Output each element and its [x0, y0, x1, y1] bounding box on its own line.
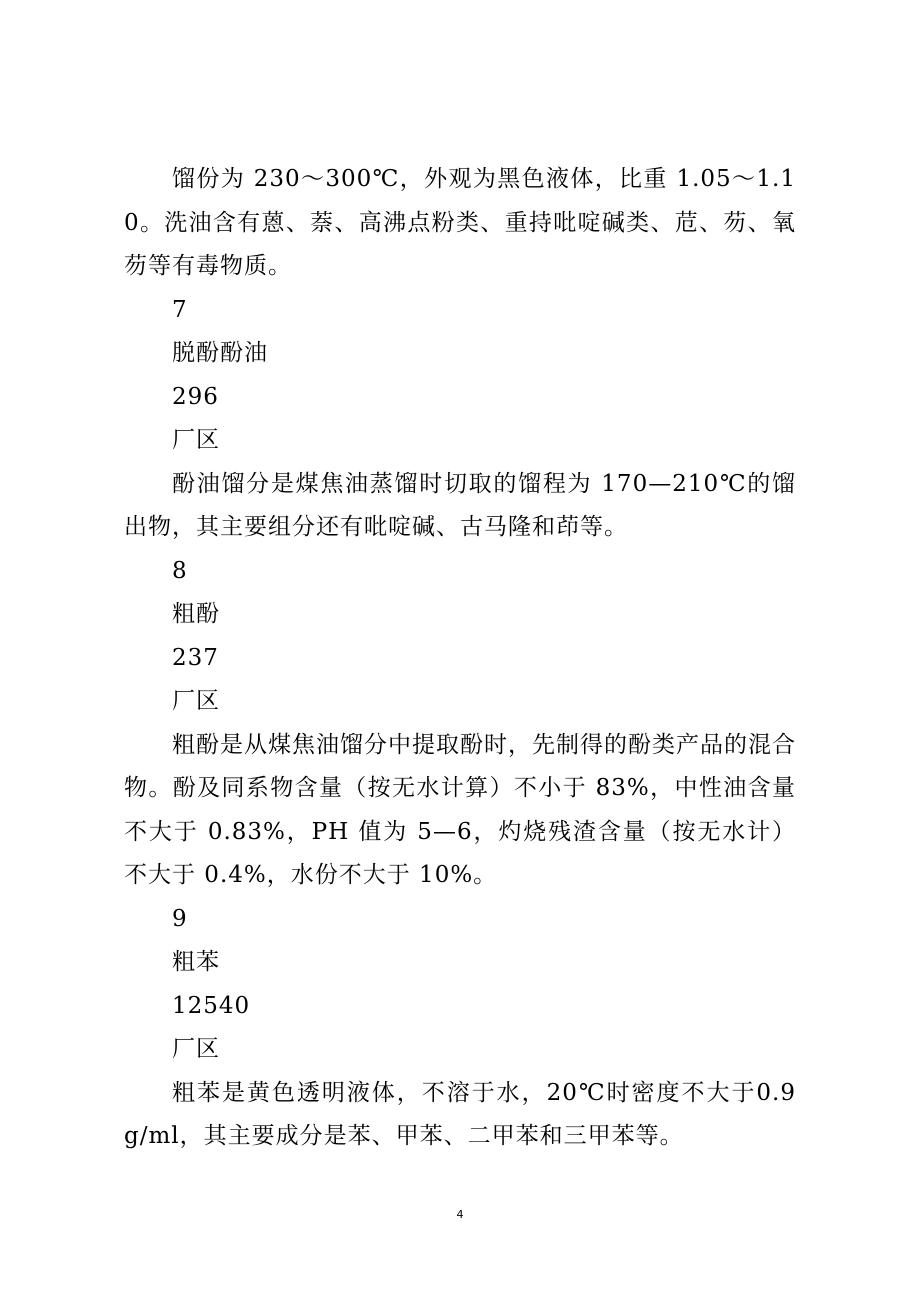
item-number-7: 7 — [172, 296, 188, 323]
item-name-crude-benzene: 粗苯 — [172, 949, 220, 975]
item-location: 厂区 — [172, 1036, 220, 1062]
item-name-crude-phenol: 粗酚 — [172, 601, 220, 627]
item-amount-12540: 12540 — [172, 992, 251, 1019]
item-location: 厂区 — [172, 427, 220, 453]
item-amount-296: 296 — [172, 383, 219, 410]
paragraph-wash-oil-description: 馏份为 230～300℃，外观为黑色液体，比重 1.05～1.10。洗油含有蒽、萘、高沸点粉类、重持吡啶碱类、苊、芴、氧芴等有毒物质。 — [124, 166, 796, 279]
item-number-8: 8 — [172, 557, 188, 584]
document-body — [124, 158, 796, 1159]
item-location: 厂区 — [172, 688, 220, 714]
paragraph-phenol-oil-description: 酚油馏分是煤焦油蒸馏时切取的馏程为 170—210℃的馏出物，其主要组分还有吡啶碱、古马隆和茚等。 — [124, 470, 796, 540]
item-number-9: 9 — [172, 905, 188, 932]
item-name-dephenolized-oil: 脱酚酚油 — [172, 340, 268, 366]
paragraph-crude-benzene-description: 粗苯是黄色透明液体，不溶于水，20℃时密度不大于0.9g/ml，其主要成分是苯、甲苯、二甲苯和三甲苯等。 — [124, 1079, 796, 1149]
paragraph-crude-phenol-description: 粗酚是从煤焦油馏分中提取酚时，先制得的酚类产品的混合物。酚及同系物含量（按无水计算）不小于 83%，中性油含量不大于 0.83%，PH 值为 5—6，灼烧残渣含量（按无水计）不大于 0.4%，水份不大于 10%。 — [124, 731, 796, 888]
item-amount-237: 237 — [172, 644, 219, 671]
page-number: 4 — [456, 1208, 464, 1221]
